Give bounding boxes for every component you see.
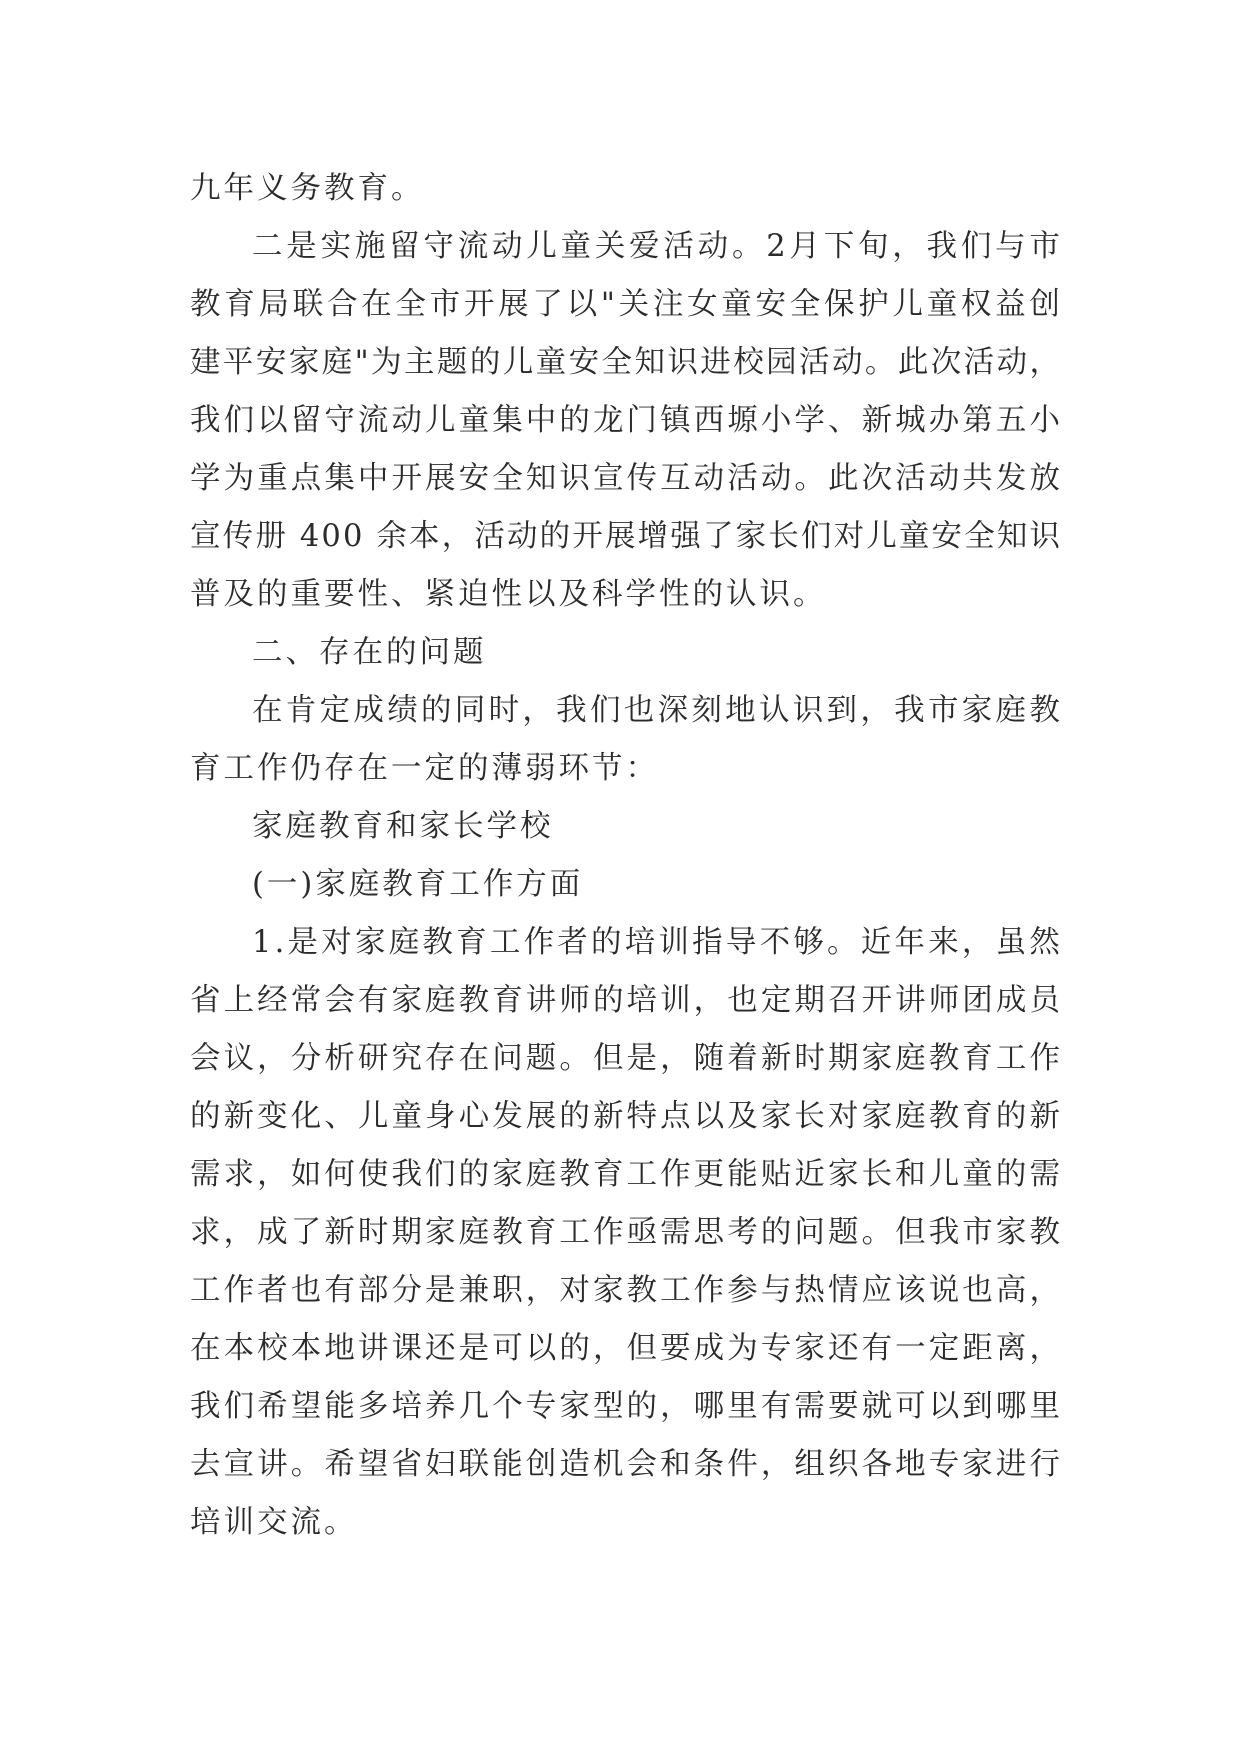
section-heading: 二、存在的问题 — [252, 635, 487, 670]
subsection-heading: 家庭教育和家长学校 — [252, 809, 554, 844]
paragraph-line: 求 ， 成 了 新 时 期 家 庭 教 育 工 作 亟 需 思 考 的 问 题 。 但 我 市 家 教 — [190, 1215, 1060, 1250]
paragraph-line: 培训交流。 — [190, 1505, 358, 1540]
paragraph-line: 去 宣 讲 。 希 望 省 妇 联 能 创 造 机 会 和 条 件 ， 组 织 各 地 专 家 进 行 — [190, 1447, 1060, 1482]
paragraph-line: 的 新 变 化 、 儿 童 身 心 发 展 的 新 特 点 以 及 家 长 对 家 庭 教 育 的 新 — [190, 1099, 1060, 1134]
paragraph-line: 普及的重要性、紧迫性以及科学性的认识。 — [190, 577, 827, 612]
paragraph-line: 在 肯 定 成 绩 的 同 时 ， 我 们 也 深 刻 地 认 识 到 ， 我 市 家 庭 教 — [252, 693, 1060, 728]
paragraph-line: 学 为 重 点 集 中 开 展 安 全 知 识 宣 传 互 动 活 动 。 此 次 活 动 共 发 放 — [190, 461, 1060, 496]
paragraph-line: 省 上 经 常 会 有 家 庭 教 育 讲 师 的 培 训 ， 也 定 期 召 开 讲 师 团 成 员 — [190, 983, 1060, 1018]
paragraph-line: 我 们 希 望 能 多 培 养 几 个 专 家 型 的 ， 哪 里 有 需 要 就 可 以 到 哪 里 — [190, 1389, 1060, 1424]
paragraph-line: 育工作仍存在一定的薄弱环节： — [190, 751, 659, 786]
document-body — [190, 160, 1060, 1552]
paragraph-line: 九年义务教育。 — [190, 171, 425, 206]
paragraph-line: 需 求 ， 如 何 使 我 们 的 家 庭 教 育 工 作 更 能 贴 近 家 长 和 儿 童 的 需 — [190, 1157, 1060, 1192]
paragraph-line: 建 平 安 家 庭 " 为 主 题 的 儿 童 安 全 知 识 进 校 园 活 动 。 此 次 活 动 ， — [190, 345, 1060, 380]
paragraph-line: 工 作 者 也 有 部 分 是 兼 职 ， 对 家 教 工 作 参 与 热 情 应 该 说 也 高 ， — [190, 1273, 1060, 1308]
paragraph-line: 1 . 是 对 家 庭 教 育 工 作 者 的 培 训 指 导 不 够 。 近 年 来 ， 虽 然 — [252, 925, 1060, 960]
paragraph-line: 会 议 ， 分 析 研 究 存 在 问 题 。 但 是 ， 随 着 新 时 期 家 庭 教 育 工 作 — [190, 1041, 1060, 1076]
paragraph-line: 教 育 局 联 合 在 全 市 开 展 了 以 " 关 注 女 童 安 全 保 护 儿 童 权 益 创 — [190, 287, 1060, 322]
paragraph-line: 宣 传 册 4 0 0 余 本 ， 活 动 的 开 展 增 强 了 家 长 们 对 儿 童 安 全 知 识 — [190, 519, 1060, 554]
subsection-heading: (一)家庭教育工作方面 — [252, 867, 584, 902]
paragraph-line: 在 本 校 本 地 讲 课 还 是 可 以 的 ， 但 要 成 为 专 家 还 有 一 定 距 离 ， — [190, 1331, 1060, 1366]
paragraph-line: 我 们 以 留 守 流 动 儿 童 集 中 的 龙 门 镇 西 塬 小 学 、 新 城 办 第 五 小 — [190, 403, 1060, 438]
paragraph-line: 二 是 实 施 留 守 流 动 儿 童 关 爱 活 动 。 2 月 下 旬 ， 我 们 与 市 — [252, 229, 1060, 264]
